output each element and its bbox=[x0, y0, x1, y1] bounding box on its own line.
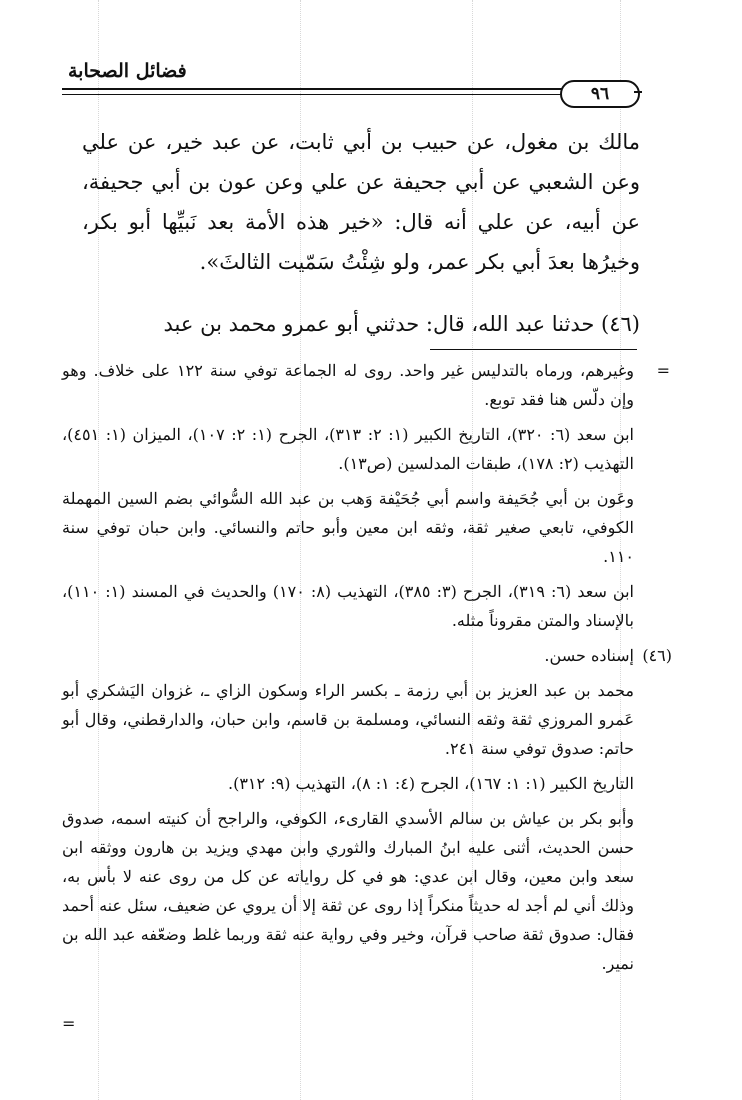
footnote-paragraph: التاريخ الكبير (١: ١: ١٦٧)، الجرح (٤: ١: ٨)، التهذيب (٩: ٣١٢). bbox=[228, 774, 634, 793]
footnote-text: إسناده حسن. bbox=[544, 646, 634, 665]
page-number: ٩٦ bbox=[560, 80, 640, 108]
main-text bbox=[82, 122, 640, 344]
footnotes bbox=[62, 356, 672, 984]
header-rule-thin bbox=[62, 94, 562, 95]
footnote-paragraph: ابن سعد (٦: ٣١٩)، الجرح (٣: ٣٨٥)، التهذيب (٨: ١٧٠) والحديث في المسند (١: ١١٠)، بالإسناد والمتن مقروناً مثله. bbox=[62, 582, 634, 630]
running-title: فضائل الصحابة bbox=[68, 60, 187, 82]
footnote-text: وغيرهم، ورماه بالتدليس غير واحد. روى له الجماعة توفي سنة ١٢٢ على خلاف. وهو وإن دلّس هنا فقد توبع. bbox=[62, 361, 634, 409]
continuation-mark: = bbox=[656, 361, 670, 380]
footnote-paragraph: ابن سعد (٦: ٣٢٠)، التاريخ الكبير (١: ٢: ٣١٣)، الجرح (١: ٢: ١٠٧)، الميزان (١: ٤٥١)، التهذيب (٢: ١٧٨)، طبقات المدلسين (ص١٣). bbox=[62, 425, 634, 473]
footnote-number: (٤٦) bbox=[642, 646, 672, 665]
header-rule bbox=[62, 88, 562, 90]
hadith-46-opening: (٤٦) حدثنا عبد الله، قال: حدثني أبو عمرو محمد بن عبد bbox=[163, 312, 640, 336]
main-paragraph: مالك بن مغول، عن حبيب بن أبي ثابت، عن عبد خير، عن علي وعن الشعبي عن أبي جحيفة عن علي وعن عون بن أبي جحيفة، عن أبيه، عن علي أنه قال: «خير هذه الأمة بعد نَبيِّها أبو بكر، وخيرُها بعدَ أبي بكر عمر، ولو شِئْتُ سَمّيت الثالثَ». bbox=[82, 130, 640, 274]
footnote-paragraph: وأبو بكر بن عياش بن سالم الأسدي القارىء، الكوفي، والراجح أن كنيته اسمه، صدوق حسن الحديث، أثنى عليه ابنُ المبارك والثوري وابن مهدي ويزيد بن هارون ووثقه ابن سعد وابن معين، وقال ابن عدي: هو في كل رواياته عن كل من روى عنه لا بأس به، وذلك أني لم أجد له حديثاً منكراً إذا روى عن ثقة إلا أن يروي عن ضعيف، سئل عنه أحمد فقال: صدوق ثقة صاحب قرآن، وخير وفي رواية عنه ثقة وربما غلط وضعّفه عبد الله بن نمير. bbox=[62, 809, 635, 973]
footnote-paragraph: وعَون بن أبي جُحَيفة واسم أبي جُحَيْفة وَهب بن عبد الله السُّوائي بضم السين المهملة الكوفي، تابعي صغير ثقة، وثقه ابن معين وأبو حاتم والنسائي. وابن حبان توفي سنة ١١٠. bbox=[62, 489, 634, 566]
continuation-mark-end: = bbox=[62, 1014, 76, 1033]
footnote-paragraph bbox=[62, 356, 670, 414]
footnote-separator bbox=[430, 349, 637, 350]
footnote-46 bbox=[62, 641, 672, 670]
footnote-paragraph: محمد بن عبد العزيز بن أبي رزمة ـ بكسر الراء وسكون الزاي ـ، غزوان اليَشكري أبو عَمرو المروزي ثقة وثقه النسائي، ومسلمة بن قاسم، وابن حبان، والدارقطني، وقال أبو حاتم: صدوق توفي سنة ٢٤١. bbox=[62, 681, 634, 758]
page-header bbox=[62, 58, 642, 106]
header-rule-tail bbox=[634, 91, 642, 93]
